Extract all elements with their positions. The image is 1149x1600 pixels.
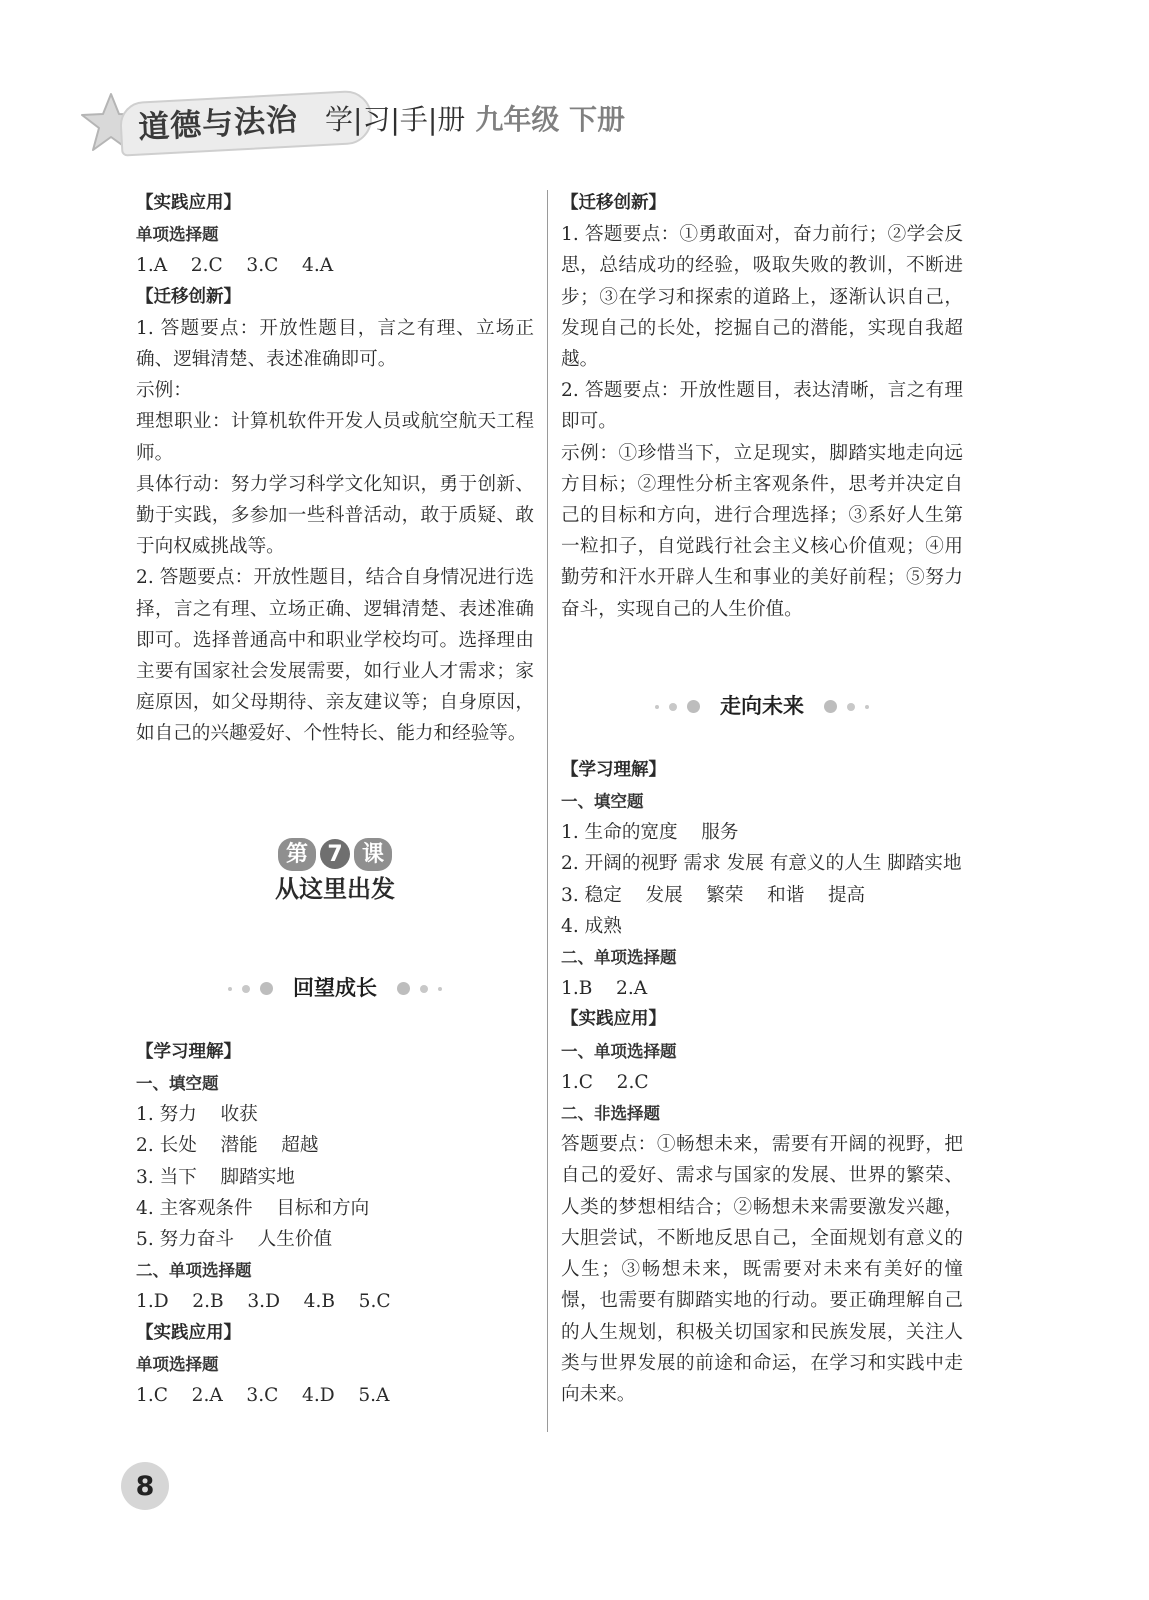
example-label: 示例： [136, 380, 192, 402]
answer-line: 4. 主客观条件 目标和方向 [136, 1197, 370, 1219]
grade-label: 九年级 下册 [475, 103, 626, 136]
subheading: 二、单项选择题 [561, 948, 677, 968]
section-title: 回望成长 [293, 976, 377, 1001]
subheading: 一、单项选择题 [561, 1041, 677, 1061]
answer-line: 1. 努力 收获 [136, 1104, 258, 1126]
page-header [80, 82, 780, 162]
section-heading: 【迁移创新】 [136, 286, 241, 307]
answer-line: 1.D 2.B 3.D 4.B 5.C [136, 1291, 391, 1313]
section-heading: 【实践应用】 [136, 193, 241, 213]
answer-paragraph: 1. 答题要点：①勇敢面对，奋力前行；②学会反思，总结成功的经验，吸取失败的教训，不断进步；③在学习和探索的道路上，逐渐认识自己，发现自己的长处，挖掘自己的潜能，实现自我超越。 [561, 224, 963, 371]
answer-line: 3. 当下 脚踏实地 [136, 1166, 295, 1188]
left-column [136, 188, 534, 1411]
page-number: 8 [121, 1462, 169, 1510]
answer-line: 1.B 2.A [561, 978, 648, 1000]
answer-line: 5. 努力奋斗 人生价值 [136, 1229, 333, 1251]
section-heading: 【学习理解】 [561, 759, 666, 780]
answer-line: 2. 长处 潜能 超越 [136, 1135, 319, 1157]
lesson-badge [278, 838, 392, 871]
subheading: 二、非选择题 [561, 1104, 660, 1124]
column-divider [547, 190, 548, 1432]
section-divider [561, 687, 963, 727]
section-heading: 【学习理解】 [136, 1041, 241, 1062]
answer-line: 1.A 2.C 3.C 4.A [136, 255, 334, 277]
lesson-suffix: 课 [354, 838, 392, 871]
lesson-prefix: 第 [278, 838, 316, 871]
book-name: 学|习|手|册 [325, 103, 466, 136]
answer-line: 4. 成熟 [561, 915, 622, 937]
answer-line: 2. 开阔的视野 需求 发展 有意义的人生 脚踏实地 [561, 853, 962, 875]
answer-paragraph: 1. 答题要点：开放性题目，言之有理、立场正确、逻辑清楚、表述准确即可。 [136, 317, 534, 371]
answer-paragraph: 示例：①珍惜当下，立足现实，脚踏实地走向远方目标；②理性分析主客观条件，思考并决定自己的目标和方向，进行合理选择；③系好人生第一粒扣子，自觉践行社会主义核心价值观；④用勤劳和汗水开辟人生和事业的美好前程；⑤努力奋斗，实现自己的人生价值。 [561, 442, 963, 620]
section-heading: 【实践应用】 [136, 1322, 241, 1343]
answer-paragraph: 2. 答题要点：开放性题目，表达清晰，言之有理即可。 [561, 380, 963, 433]
subject-label: 道德与法治 [137, 101, 300, 147]
answer-paragraph: 具体行动：努力学习科学文化知识，勇于创新、勤于实践，多参加一些科普活动，敢于质疑、敢于向权威挑战等。 [136, 473, 534, 558]
answer-paragraph: 2. 答题要点：开放性题目，结合自身情况进行选择，言之有理、立场正确、逻辑清楚、表述准确即可。选择普通高中和职业学校均可。选择理由主要有国家社会发展需要，如行业人才需求；家庭原因，如父母期待、亲友建议等；自身原因，如自己的兴趣爱好、个性特长、能力和经验等。 [136, 567, 534, 745]
answer-line: 1.C 2.A 3.C 4.D 5.A [136, 1385, 390, 1407]
section-heading: 【迁移创新】 [561, 193, 666, 213]
section-heading: 【实践应用】 [561, 1009, 666, 1030]
subheading: 一、填空题 [561, 792, 644, 812]
lesson-heading [136, 838, 534, 907]
answer-paragraph: 答题要点：①畅想未来，需要有开阔的视野，把自己的爱好、需求与国家的发展、世界的繁荣、人类的梦想相结合；②畅想未来需要激发兴趣，大胆尝试，不断地反思自己，全面规划有意义的人生；③畅想未来，既需要对未来有美好的憧憬，也需要有脚踏实地的行动。要正确理解自己的人生规划，积极关切国家和民族发展，关注人类与世界发展的前途和命运，在学习和实践中走向未来。 [561, 1134, 963, 1405]
section-divider [136, 969, 534, 1009]
subheading: 单项选择题 [136, 1354, 219, 1374]
lesson-title: 从这里出发 [275, 874, 395, 903]
subheading: 一、填空题 [136, 1074, 219, 1094]
answer-line: 1. 生命的宽度 服务 [561, 822, 739, 844]
section-title: 走向未来 [720, 694, 804, 719]
lesson-number: 7 [320, 839, 350, 869]
subheading: 二、单项选择题 [136, 1261, 252, 1281]
answer-line: 3. 稳定 发展 繁荣 和谐 提高 [561, 884, 866, 906]
book-title [325, 98, 625, 138]
answer-paragraph: 理想职业：计算机软件开发人员或航空航天工程师。 [136, 411, 534, 464]
right-column [561, 188, 963, 1410]
answer-line: 1.C 2.C [561, 1071, 649, 1093]
subheading: 单项选择题 [136, 225, 219, 245]
